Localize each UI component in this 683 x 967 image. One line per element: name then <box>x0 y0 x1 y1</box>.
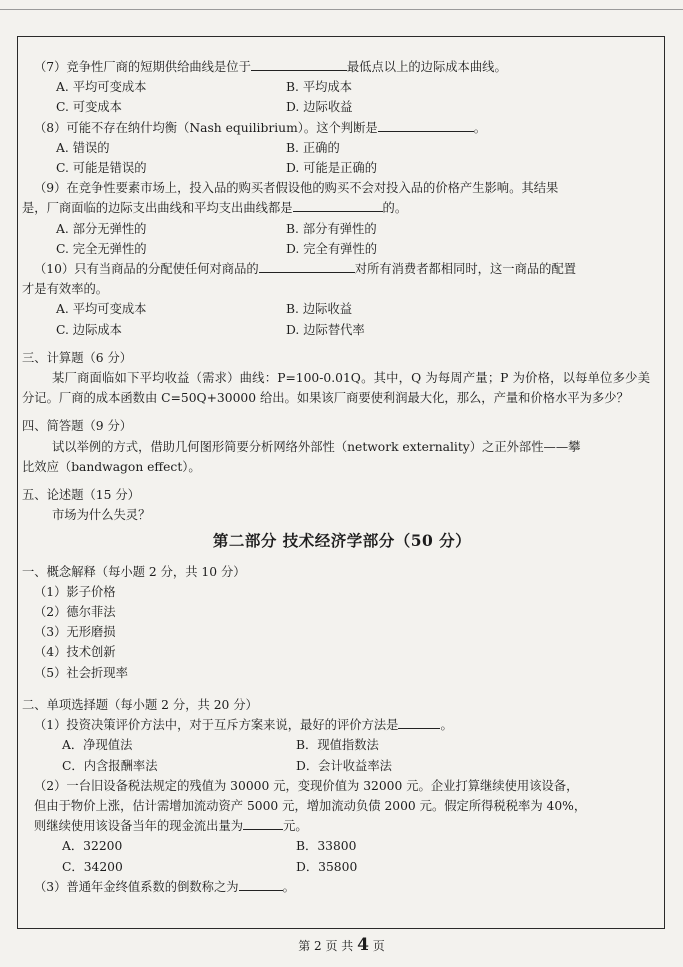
option-b: B. 边际收益 <box>286 302 353 317</box>
answer-blank[interactable] <box>293 198 383 212</box>
choice-heading: 二、单项选择题（每小题 2 分，共 20 分） <box>22 697 258 712</box>
answer-blank[interactable] <box>398 715 440 729</box>
option-b: B．33800 <box>296 839 357 854</box>
exam-content <box>22 57 662 897</box>
question-9-stem-line1: （9）在竞争性要素市场上，投入品的购买者假设他的购买不会对投入品的价格产生影响。其结果 <box>34 181 559 196</box>
choice-1-options-row2 <box>22 756 662 776</box>
option-d: D. 完全有弹性的 <box>286 241 378 256</box>
choice-2-options-row1 <box>22 836 662 856</box>
option-d: D. 可能是正确的 <box>286 161 378 176</box>
question-10-options-row1 <box>22 299 662 319</box>
short-answer-line1: 试以举例的方式，借助几何图形简要分析网络外部性（network externality）之正外部性——攀 <box>52 439 581 454</box>
choice-1-stem: （1）投资决策评价方法中，对于互斥方案来说，最好的评价方法是 。 <box>22 715 662 735</box>
short-answer-line2: 比效应（bandwagon effect）。 <box>22 459 201 474</box>
answer-blank[interactable] <box>259 259 355 273</box>
concept-heading: 一、概念解释（每小题 2 分，共 10 分） <box>22 564 246 579</box>
option-c: C．内含报酬率法 <box>62 758 158 773</box>
choice-2-line1: （2）一台旧设备税法规定的残值为 30000 元，变现价值为 32000 元。企业打算继续使用该设备， <box>34 778 579 793</box>
answer-blank[interactable] <box>378 118 474 132</box>
option-d: D. 边际收益 <box>286 100 353 115</box>
option-b: B. 平均成本 <box>286 80 353 95</box>
question-8-stem: （8）可能不存在纳什均衡（Nash equilibrium）。这个判断是 。 <box>22 118 662 138</box>
option-c: C. 可变成本 <box>56 100 122 115</box>
answer-blank[interactable] <box>239 877 283 891</box>
option-d: D. 边际替代率 <box>286 322 365 337</box>
option-a: A．32200 <box>62 839 123 854</box>
choice-3-stem: （3）普通年金终值系数的倒数称之为 。 <box>22 877 662 897</box>
essay-body: 市场为什么失灵？ <box>52 508 151 523</box>
answer-blank[interactable] <box>243 816 283 830</box>
question-9-options-row1 <box>22 219 662 239</box>
question-8-options-row2 <box>22 158 662 178</box>
calc-heading: 三、计算题（6 分） <box>22 350 133 365</box>
concept-item: （2）德尔菲法 <box>34 605 116 620</box>
calc-body: 某厂商面临如下平均收益（需求）曲线：P=100-0.01Q。其中，Q 为每周产量；P 为价格，以每单位多少美分记。厂商的成本函数由 C=50Q+30000 给出。如果该厂商要使利润最大化，那么，产量和价格水平为多少？ <box>22 371 650 406</box>
concept-item: （3）无形磨损 <box>34 625 116 640</box>
question-8-options-row1 <box>22 138 662 158</box>
question-10-stem-line1: （10）只有当商品的分配使任何对商品的 对所有消费者都相同时，这一商品的配置 <box>22 259 662 279</box>
question-7-options-row1 <box>22 77 662 97</box>
page-number-text: 第 2 页 共 <box>298 939 354 953</box>
scan-edge-line <box>0 9 683 10</box>
option-a: A. 部分无弹性的 <box>56 221 147 236</box>
choice-2-line3: 则继续使用该设备当年的现金流出量为 元。 <box>22 816 662 836</box>
page-suffix: 页 <box>372 939 385 953</box>
option-a: A. 平均可变成本 <box>56 80 147 95</box>
question-9-stem-line2: 是，厂商面临的边际支出曲线和平均支出曲线都是 的。 <box>22 198 662 218</box>
option-d: D．35800 <box>296 859 358 874</box>
question-10-stem-line2: 才是有效率的。 <box>22 282 109 297</box>
option-c: C. 完全无弹性的 <box>56 241 147 256</box>
option-c: C．34200 <box>62 859 123 874</box>
choice-2-options-row2 <box>22 857 662 877</box>
concept-item: （5）社会折现率 <box>34 665 128 680</box>
concept-item: （1）影子价格 <box>34 584 116 599</box>
page-footer <box>0 935 683 955</box>
option-c: C. 可能是错误的 <box>56 161 147 176</box>
option-a: A．净现值法 <box>62 738 133 753</box>
option-a: A. 错误的 <box>56 140 110 155</box>
choice-2-line2: 但由于物价上涨，估计需增加流动资产 5000 元，增加流动负债 2000 元。假定所得税税率为 40%， <box>34 798 587 813</box>
option-c: C. 边际成本 <box>56 322 122 337</box>
question-7-stem: （7）竞争性厂商的短期供给曲线是位于 最低点以上的边际成本曲线。 <box>22 57 662 77</box>
option-b: B. 正确的 <box>286 140 340 155</box>
page-total: 4 <box>357 935 369 955</box>
choice-1-options-row1 <box>22 735 662 755</box>
question-10-options-row2 <box>22 320 662 340</box>
option-b: B. 部分有弹性的 <box>286 221 377 236</box>
option-b: B．现值指数法 <box>296 738 379 753</box>
option-a: A. 平均可变成本 <box>56 302 147 317</box>
essay-heading: 五、论述题（15 分） <box>22 488 140 503</box>
question-7-options-row2 <box>22 97 662 117</box>
concept-item: （4）技术创新 <box>34 645 116 660</box>
short-answer-heading: 四、简答题（9 分） <box>22 419 133 434</box>
answer-blank[interactable] <box>251 57 347 71</box>
question-9-options-row2 <box>22 239 662 259</box>
option-d: D．会计收益率法 <box>296 758 392 773</box>
part2-title: 第二部分 技术经济学部分（50 分） <box>212 531 472 551</box>
